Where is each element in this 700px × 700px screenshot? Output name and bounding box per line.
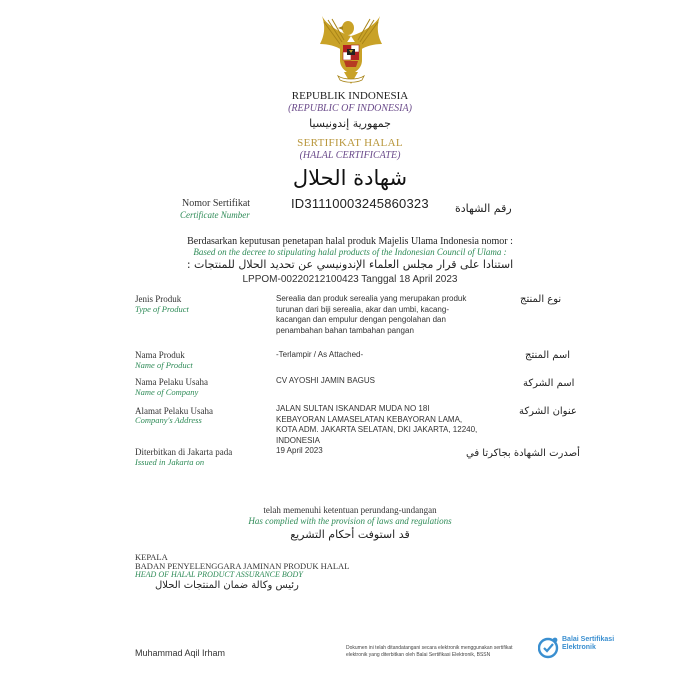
certificate-number-label-ar: رقم الشهادة [455,202,512,215]
decree-text: Berdasarkan keputusan penetapan halal produk Majelis Ulama Indonesia nomor : [187,236,513,247]
country-name-ar: جمهورية إندونيسيا [309,117,391,130]
field-label: Nama Pelaku Usaha [135,377,208,387]
field-label-ar: اسم الشركة [523,378,575,389]
field-label-ar: نوع المنتج [520,294,562,305]
field-value: 19 April 2023 [276,446,323,455]
field-label-ar: اسم المنتج [525,350,571,361]
signatory-agency: BADAN PENYELENGGARA JAMINAN PRODUK HALAL [135,561,350,571]
garuda-pancasila-emblem-icon [316,14,386,86]
compliance-text: telah memenuhi ketentuan perundang-undangan [263,505,437,515]
field-label-ar: عنوان الشركة [519,406,577,417]
decree-text-en: Based on the decree to stipulating halal products of the Indonesian Council of Ulama : [193,247,507,257]
signatory-title-ar: رئيس وكالة ضمان المنتجات الحلال [155,580,299,591]
field-label-en: Name of Product [135,360,193,370]
decree-text-ar: استنادا على قرار مجلس العلماء الإندونيسي عن تحديد الحلال للمنتجات : [186,258,514,271]
field-label-en: Issued in Jakarta on [135,457,205,467]
bsre-logo [538,634,618,664]
field-label: Diterbitkan di Jakarta pada [135,447,233,457]
country-name-en: (REPUBLIC OF INDONESIA) [288,103,412,114]
field-label: Jenis Produk [135,294,182,304]
field-label: Nama Produk [135,350,185,360]
field-value: Serealia dan produk serealia yang merupakan produk turunan dari biji serealia, akar dan umbi, kacang-kacangan dan empulur dengan pengolahan dan penambahan bahan tambahan pangan [276,294,467,335]
field-label: Alamat Pelaku Usaha [135,406,213,416]
compliance-text-ar: قد استوفت أحكام التشريع [290,528,410,541]
field-value: CV AYOSHI JAMIN BAGUS [276,376,375,385]
country-name: REPUBLIK INDONESIA [291,90,409,102]
compliance-text-en: Has complied with the provision of laws and regulations [248,516,452,526]
certificate-number-label-en: Certificate Number [180,210,250,220]
bsre-logo-icon [538,636,560,662]
e-sign-note: Dokumen ini telah ditandatangani secara elektronik menggunakan sertifikat elektronik yang diterbitkan oleh Balai Sertifikasi Elektronik, BSSN [346,645,513,658]
certificate-number-label: Nomor Sertifikat [182,198,251,209]
field-value: JALAN SULTAN ISKANDAR MUDA NO 18I KEBAYORAN LAMASELATAN KEBAYORAN LAMA, KOTA ADM. JAKARTA SELATAN, DKI JAKARTA, 12240, INDONESIA [276,404,478,445]
bsre-logo-text: Balai Sertifikasi Elektronik [562,636,615,651]
field-label-en: Name of Company [135,387,199,397]
certificate-title: SERTIFIKAT HALAL [297,137,403,149]
signatory-name: Muhammad Aqil Irham [135,648,226,658]
field-label-ar: أصدرت الشهادة بجاكرتا في [466,448,580,459]
signatory-title: KEPALA [135,552,168,562]
certificate-title-en: (HALAL CERTIFICATE) [299,150,401,161]
field-value: -Terlampir / As Attached- [276,350,364,359]
field-label-en: Company's Address [135,415,202,425]
certificate-number-value: ID31110003245860323 [291,196,429,211]
signatory-agency-en: HEAD OF HALAL PRODUCT ASSURANCE BODY [135,570,303,579]
decree-number: LPPOM-00220212100423 Tanggal 18 April 2023 [242,274,458,285]
field-label-en: Type of Product [135,304,189,314]
certificate-title-ar: شهادة الحلال [292,166,408,190]
